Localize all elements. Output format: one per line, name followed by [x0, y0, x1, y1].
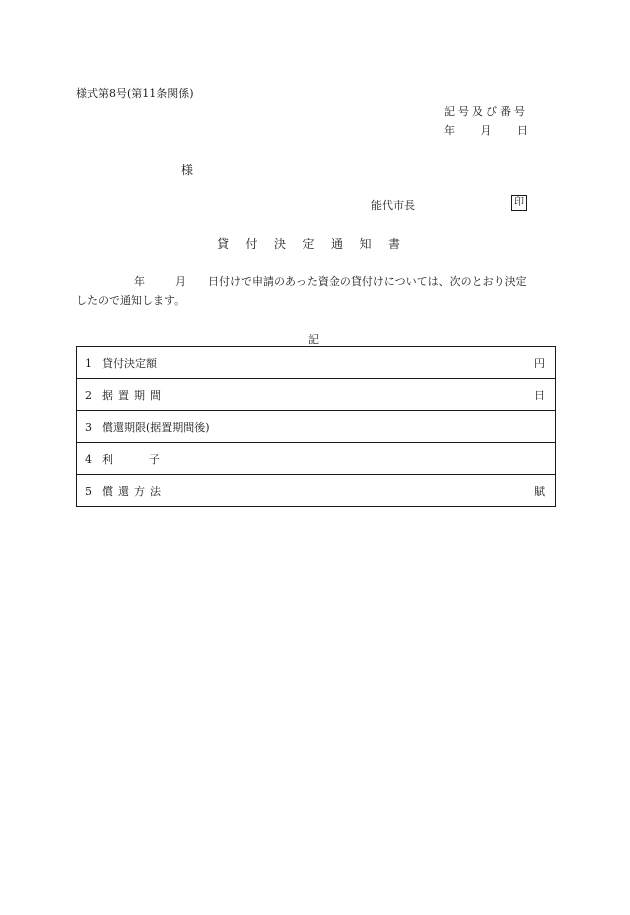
table-cell: [77, 379, 556, 411]
title-char: 書: [388, 237, 401, 251]
title-char: 付: [245, 237, 258, 251]
table-row: [77, 475, 556, 507]
item-number: 4: [85, 452, 92, 466]
title-char: 貸: [217, 237, 230, 251]
table-row: [77, 379, 556, 411]
body-text-line-1: [76, 273, 527, 289]
item-label: 償還方法: [102, 484, 166, 498]
date-year: 年: [444, 124, 455, 137]
seal-stamp: 印: [511, 195, 527, 211]
item-label: 利: [102, 452, 113, 466]
date-day: 日: [517, 124, 528, 137]
table-row: [77, 347, 556, 379]
item-label: 子: [149, 452, 160, 466]
item-number: 2: [85, 388, 92, 402]
issue-date: [444, 122, 528, 138]
loan-details-table: [76, 346, 556, 507]
table-cell: [77, 443, 556, 475]
item-label: 償還期限(据置期間後): [102, 420, 210, 434]
date-month: 月: [480, 124, 492, 137]
issuer-name: 能代市長: [371, 199, 415, 212]
title-char: 決: [274, 237, 287, 251]
doc-number-label: 記号及び番号: [444, 105, 528, 118]
addressee-honorific: 様: [181, 163, 194, 177]
form-number: 様式第8号(第11条関係): [76, 87, 194, 100]
table-cell: [77, 347, 556, 379]
title-char: 知: [359, 237, 372, 251]
item-number: 3: [85, 420, 92, 434]
item-unit: 円: [534, 356, 545, 370]
body-text-line-2: したので通知します。: [76, 294, 186, 307]
item-unit: 日: [534, 388, 545, 402]
title-char: 通: [331, 237, 344, 251]
table-row: [77, 411, 556, 443]
table-row: [77, 443, 556, 475]
table-cell: [77, 475, 556, 507]
body-year: 年: [134, 275, 145, 288]
item-unit: 賦: [534, 484, 545, 498]
body-month: 月: [175, 275, 186, 288]
title-char: 定: [302, 237, 315, 251]
ki-heading: 記: [308, 333, 319, 346]
item-label: 貸付決定額: [102, 356, 157, 370]
table-cell: [77, 411, 556, 443]
item-number: 1: [85, 356, 92, 370]
item-number: 5: [85, 484, 92, 498]
item-label: 据置期間: [102, 388, 166, 402]
body-text: 日付けで申請のあった資金の貸付けについては、次のとおり決定: [208, 275, 527, 288]
